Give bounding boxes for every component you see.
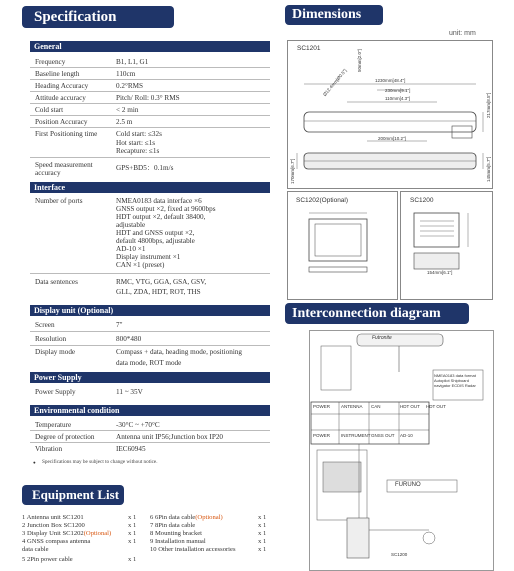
equipment-qty: x 1 [128,538,137,545]
heading-accuracy-value: 0.2°RMS [116,82,144,90]
ports-line: adjustable [116,221,146,229]
port-power: POWER [313,404,331,409]
attitude-accuracy-value: Pitch/ Roll: 0.3° RMS [116,94,180,102]
equipment-item: data cable [22,546,49,553]
ports-line: HDT and GNSS output ×2, [116,229,195,237]
frequency-label: Frequency [35,58,66,66]
sc1201-drawing [287,40,492,188]
equipment-item: 4 GNSS compass antenna [22,538,91,545]
ports-line: CAN ×1 (preset) [116,261,165,269]
equipment-qty: x 1 [258,546,267,553]
ports-line: GNSS output ×2, fixed at 9600bps [116,205,216,213]
divider [30,91,270,92]
attitude-accuracy-label: Attitude accuracy [35,94,86,102]
cold-start-label: Cold start [35,106,64,114]
dim-1230: 1230mm[48.4"] [375,78,406,83]
first-positioning-recapture: Recapture: ≤1s [116,147,160,155]
resolution-value: 800*480 [116,335,142,343]
equipment-tab [22,485,124,505]
ports-line: HDT output ×2, default 38400, [116,213,206,221]
vibration-value: IEC60945 [116,445,146,453]
frequency-value: B1, L1, G1 [116,58,149,66]
dim-110: 110mm[4.3"] [385,96,411,101]
note-text: Specifications may be subject to change without notice. [42,459,158,465]
baseline-label: Baseline length [35,70,80,78]
equipment-item: 6 6Pin data cable(Optional) [150,514,223,521]
section-general-title: General [34,42,62,51]
dimensions-tab [285,5,383,25]
divider [30,67,270,68]
section-interface-title: Interface [34,183,66,192]
port-can: CAN [371,404,381,409]
first-positioning-hot: Hot start: ≤1s [116,138,156,147]
dim-170: 170mm[6.7"] [290,158,295,184]
temperature-value: -30°C ~ +70°C [116,421,160,429]
speed-accuracy-label-2: accuracy [35,169,61,177]
speed-accuracy-value: GPS+BD5：0.1m/s [116,164,174,172]
note-bullet-icon: ● [33,460,36,465]
temperature-label: Temperature [35,421,72,429]
screen-label: Screen [35,321,55,329]
power-value: 11 ~ 35V [116,388,143,396]
optional-tag: (Optional) [195,514,223,521]
section-power [30,372,270,383]
protection-value: Antenna unit IP56;Junction box IP20 [116,433,224,441]
sc1200-drawing [400,191,492,299]
divider [30,127,270,128]
port-gnss-out: GNSS OUT [371,433,395,438]
dimensions-title: Dimensions [292,7,362,22]
equipment-qty: x 1 [128,514,137,521]
heading-accuracy-label: Heading Accuracy [35,82,89,90]
vibration-label: Vibration [35,445,63,453]
divider [30,103,270,104]
equipment-item: 3 Display Unit SC1202(Optional) [22,530,112,537]
first-positioning-label: First Positioning time [35,130,98,138]
equipment-item: 10 Other installation accessories [150,546,236,553]
port-hdt-out: HDT OUT [400,404,420,409]
equipment-qty: x 1 [258,522,267,529]
nmea-box-label: NMEA0183 data format Autopilot Shipboard navigator ECDIS Radar [434,373,476,388]
sc1200-diagram-label: SC1200 [391,552,408,557]
cold-start-value: < 2 min [116,106,139,114]
dim-217: 217mm[8.5"] [486,92,491,118]
section-environment-title: Environmental condition [34,406,120,415]
display-mode-line: Compass + data, heading mode, positioning [116,348,243,356]
equipment-qty: x 1 [258,514,267,521]
equipment-qty: x 1 [258,530,267,537]
port-power-2: POWER [313,433,331,438]
sc1202-drawing [287,191,397,299]
specification-title: Specification [34,9,117,25]
screen-value: 7" [116,321,123,329]
sc1202-label: SC1202(Optional) [296,197,349,204]
interconnection-drawing [309,330,493,570]
sc1200-label: SC1200 [410,197,434,204]
section-display-title: Display unit (Optional) [34,306,114,315]
baseline-value: 110cm [116,70,136,78]
sentences-line: RMC, VTG, GGA, GSA, GSV, [116,278,207,286]
position-accuracy-value: 2.5 m [116,118,133,126]
divider [30,157,270,158]
unit-label: unit: mm [449,30,476,37]
optional-tag: (Optional) [83,530,112,537]
dim-145: 145mm[5.7"] [486,156,491,182]
dim-230: 230mm[9.1"] [385,88,411,93]
ports-line: AD-10 ×1 [116,245,146,253]
divider [30,430,270,431]
equipment-qty: x 1 [258,538,267,545]
divider [30,345,270,346]
equipment-qty: x 1 [128,556,137,563]
section-power-title: Power Supply [34,373,82,382]
brand-label: Futronite [372,335,392,341]
sc1201-label: SC1201 [297,45,321,52]
equipment-item: 2 Junction Box SC1200 [22,522,85,529]
resolution-label: Resolution [35,335,67,343]
section-environment [30,405,270,416]
ports-line: Display instrument ×1 [116,253,181,261]
section-interface [30,182,270,193]
port-hdt-out-2: HDT OUT [426,404,446,409]
equipment-item: 5 2Pin power cable [22,556,73,563]
equipment-title: Equipment List [32,487,120,502]
specification-tab [22,6,174,28]
power-label: Power Supply [35,388,76,396]
position-accuracy-label: Position Accuracy [35,118,88,126]
section-general [30,41,270,52]
dim-200: 200mm[10.2"] [378,136,406,141]
dim-154: 154mm[6.1"] [427,270,453,275]
ports-label: Number of ports [35,197,83,205]
section-display [30,305,270,316]
interconnection-title: Interconnection diagram [292,306,441,321]
ports-line: NMEA0183 data interface ×6 [116,197,202,205]
protection-label: Degree of protection [35,433,95,441]
port-ad10: AD-10 [400,433,413,438]
dim-50: 50mm[2.0"] [357,49,362,72]
ports-line: default 4800bps, adjustable [116,237,195,245]
furuno-label: FURUNO [395,482,421,488]
divider [30,79,270,80]
equipment-item: 7 8Pin data cable [150,522,196,529]
port-antenna: ANTENNA [341,404,363,409]
equipment-item: 8 Mounting bracket [150,530,203,537]
display-mode-line: data mode, ROT mode [116,359,182,367]
dim-phi: Ø12.4mm[Ø0.5"] [322,68,348,97]
equipment-qty: x 1 [128,530,137,537]
equipment-item: 1 Antenna unit SC1201 [22,514,84,521]
divider [30,331,270,332]
interconnection-tab [285,303,469,324]
equipment-qty: x 1 [128,522,137,529]
display-mode-label: Display mode [35,348,76,356]
equipment-item: 9 Installation manual [150,538,206,545]
port-instrument: INSTRUMENT [341,433,371,438]
divider [30,115,270,116]
sentences-label: Data sentences [35,278,78,286]
sentences-line: GLL, ZDA, HDT, ROT, THS [116,288,201,296]
speed-accuracy-label-1: Speed measurement [35,161,93,169]
divider [30,442,270,443]
first-positioning-cold: Cold start: ≤32s [116,130,162,138]
divider [30,273,270,274]
